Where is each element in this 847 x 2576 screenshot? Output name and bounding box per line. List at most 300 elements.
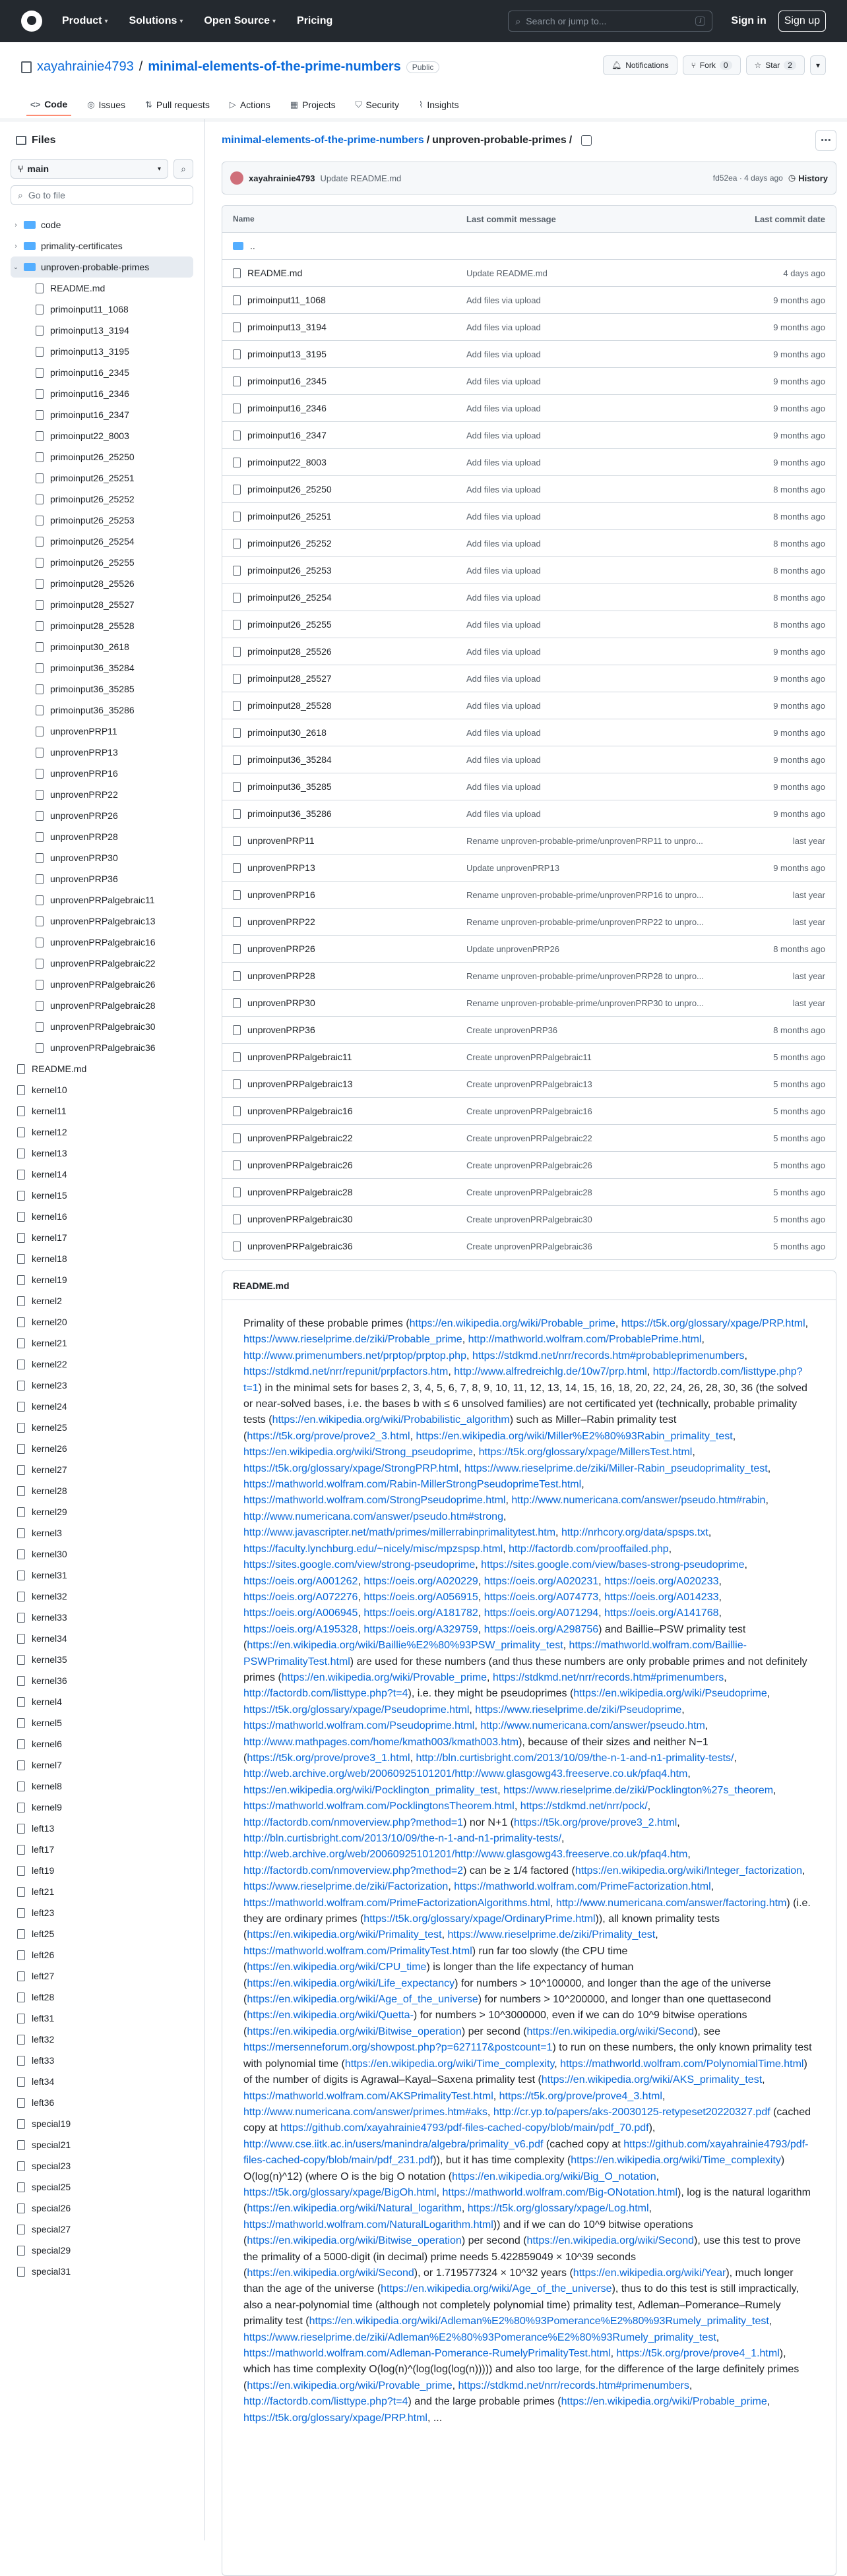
readme-link[interactable]: https://www.rieselprime.de/ziki/Primality_test [447,1929,656,1941]
repo-owner-link[interactable]: xayahrainie4793 [37,59,134,74]
readme-link[interactable]: http://www.numericana.com/answer/pseudo.htm#rabin [511,1495,766,1507]
table-row[interactable] [222,665,836,692]
readme-link[interactable]: https://oeis.org/A020233 [604,1575,719,1587]
tree-file[interactable] [11,299,193,320]
readme-link[interactable]: https://oeis.org/A195328 [243,1623,358,1635]
table-row[interactable] [222,827,836,854]
tree-file[interactable] [11,1691,193,1712]
tree-file[interactable] [11,1396,193,1417]
tree-file[interactable] [11,573,193,594]
file-name-link[interactable]: primoinput13_3194 [247,322,327,332]
table-row[interactable] [222,962,836,989]
readme-link[interactable]: http://web.archive.org/web/20060925101201/http://www.glasgowg43.freeserve.co.uk/pfaq4.htm [243,1849,688,1861]
readme-link[interactable]: http://factordb.com/nmoverview.php?method=1 [243,1816,464,1828]
table-row[interactable] [222,1178,836,1205]
readme-link[interactable]: https://oeis.org/A074773 [484,1591,599,1603]
tree-file[interactable] [11,1881,193,1902]
readme-link[interactable]: https://t5k.org/glossary/xpage/OrdinaryPrime.html [363,1913,596,1925]
readme-link[interactable]: https://en.wikipedia.org/wiki/Integer_factorization [575,1865,803,1876]
tree-file[interactable] [11,953,193,974]
search-input[interactable] [508,11,712,32]
table-row[interactable] [222,908,836,935]
tree-file[interactable] [11,1480,193,1501]
avatar[interactable] [230,171,243,185]
readme-link[interactable]: https://en.wikipedia.org/wiki/Pocklington_primality_test [243,1784,498,1796]
table-row[interactable] [222,529,836,556]
file-name-link[interactable]: unprovenPRPalgebraic28 [247,1187,353,1197]
tree-file[interactable] [11,1923,193,1944]
tree-file[interactable] [11,1987,193,2008]
readme-link[interactable]: https://t5k.org/glossary/xpage/Log.html [467,2203,649,2215]
tree-file[interactable] [11,2240,193,2261]
file-name-link[interactable]: primoinput13_3195 [247,349,327,359]
commit-message-link[interactable]: Add files via upload [466,403,541,413]
file-name-link[interactable]: primoinput36_35284 [247,754,332,765]
readme-link[interactable]: https://en.wikipedia.org/wiki/Pseudoprime [573,1688,767,1700]
file-name-link[interactable]: primoinput16_2345 [247,376,327,386]
commit-message-link[interactable]: Rename unproven-probable-prime/unprovenPRP28 to unpro... [466,971,704,981]
commit-message-link[interactable]: Add files via upload [466,700,541,711]
table-row[interactable] [222,259,836,286]
readme-link[interactable]: http://www.alfredreichlg.de/10w7/prp.html [454,1366,647,1378]
readme-link[interactable]: https://oeis.org/A298756 [484,1623,599,1635]
readme-link[interactable]: https://github.com/xayahrainie4793/pdf-files-cached-copy/blob/main/pdf_70.pdf [280,2122,649,2134]
file-name-link[interactable]: unprovenPRP13 [247,862,315,873]
tree-file[interactable] [11,2071,193,2092]
tree-folder[interactable] [11,256,193,278]
readme-link[interactable]: http://factordb.com/listtype.php?t=4 [243,1688,408,1700]
readme-link[interactable]: https://en.wikipedia.org/wiki/Bitwise_operation [247,2235,462,2247]
readme-link[interactable]: https://t5k.org/prove/prove3_2.html [514,1816,677,1828]
file-name-link[interactable]: unprovenPRPalgebraic13 [247,1079,353,1089]
table-row[interactable] [222,638,836,665]
table-row[interactable] [222,1205,836,1232]
file-name-link[interactable]: primoinput11_1068 [247,295,326,305]
tree-file[interactable] [11,2261,193,2282]
tree-file[interactable] [11,826,193,847]
chevron-right-icon[interactable]: › [15,221,17,229]
tab-actions[interactable] [226,94,274,116]
commit-message-link[interactable]: Add files via upload [466,565,541,576]
go-to-file-input[interactable]: ⌕ Go to file [11,185,193,205]
file-name-link[interactable]: unprovenPRPalgebraic16 [247,1106,353,1116]
readme-link[interactable]: https://en.wikipedia.org/wiki/Natural_logarithm [247,2203,462,2215]
tree-file[interactable] [11,974,193,995]
file-name-link[interactable]: unprovenPRPalgebraic36 [247,1241,353,1251]
tree-file[interactable] [11,1902,193,1923]
readme-link[interactable]: https://mathworld.wolfram.com/Adleman-Pomerance-RumelyPrimalityTest.html [243,2348,611,2359]
tree-file[interactable] [11,805,193,826]
tree-file[interactable] [11,362,193,383]
readme-link[interactable]: https://www.rieselprime.de/ziki/Pseudoprime [475,1704,682,1716]
readme-link[interactable]: https://en.wikipedia.org/wiki/Strong_pseudoprime [243,1447,473,1458]
readme-link[interactable]: https://t5k.org/glossary/xpage/MillersTest.html [478,1447,693,1458]
tree-file[interactable] [11,320,193,341]
commit-message-link[interactable]: Rename unproven-probable-prime/unprovenPRP11 to unpro... [466,835,703,846]
table-row[interactable] [222,313,836,340]
star-button[interactable]: ☆ Star 2 [746,55,805,75]
readme-link[interactable]: https://oeis.org/A056915 [363,1591,478,1603]
tree-file[interactable] [11,1459,193,1480]
commit-message-link[interactable]: Rename unproven-probable-prime/unprovenPRP30 to unpro... [466,998,704,1008]
search-files-button[interactable] [173,159,193,179]
table-row[interactable] [222,286,836,313]
commit-message-link[interactable]: Create unprovenPRPalgebraic36 [466,1241,592,1251]
readme-link[interactable]: https://t5k.org/prove/prove3_1.html [247,1752,410,1764]
readme-link[interactable]: https://t5k.org/glossary/xpage/StrongPRP.html [243,1462,459,1474]
file-name-link[interactable]: primoinput26_25250 [247,484,332,494]
file-name-link[interactable]: primoinput26_25255 [247,619,332,630]
tree-file[interactable] [11,1607,193,1628]
commit-message-link[interactable]: Add files via upload [466,295,541,305]
readme-link[interactable]: https://en.wikipedia.org/wiki/Miller%E2%80%93Rabin_primality_test [416,1430,733,1442]
readme-link[interactable]: https://en.wikipedia.org/wiki/Probabilistic_algorithm [272,1414,510,1426]
readme-link[interactable]: http://factordb.com/listtype.php?t=1 [243,1366,803,1394]
readme-link[interactable]: http://www.cse.iitk.ac.in/users/manindra/algebra/primality_v6.pdf [243,2138,544,2150]
file-name-link[interactable]: unprovenPRP16 [247,889,315,900]
file-name-link[interactable]: primoinput26_25253 [247,565,332,576]
tree-file[interactable] [11,2008,193,2029]
tree-file[interactable] [11,932,193,953]
readme-link[interactable]: https://mathworld.wolfram.com/PocklingtonsTheorem.html [243,1801,515,1812]
notifications-button[interactable]: 🔔︎ Notifications [603,55,677,75]
readme-link[interactable]: https://t5k.org/glossary/xpage/PRP.html [243,2412,427,2424]
file-name-link[interactable]: primoinput16_2346 [247,403,327,413]
sidebar-collapse-icon[interactable] [16,136,26,145]
tree-file[interactable] [11,1227,193,1248]
readme-link[interactable]: https://mathworld.wolfram.com/Big-ONotation.html [442,2186,678,2198]
tree-file[interactable] [11,531,193,552]
tree-folder[interactable] [11,214,193,235]
table-row[interactable] [222,584,836,611]
copy-path-icon[interactable] [581,135,592,146]
file-name-link[interactable]: primoinput26_25252 [247,538,332,549]
tree-file[interactable] [11,1501,193,1522]
file-name-link[interactable]: unprovenPRP28 [247,971,315,981]
tree-file[interactable] [11,1438,193,1459]
readme-link[interactable]: https://oeis.org/A141768 [604,1607,719,1619]
readme-link[interactable]: https://mathworld.wolfram.com/NaturalLogarithm.html [243,2219,493,2231]
readme-link[interactable]: https://en.wikipedia.org/wiki/Second [247,2267,414,2279]
tree-file[interactable] [11,889,193,911]
tree-file[interactable] [11,2092,193,2113]
commit-message-link[interactable]: Create unprovenPRPalgebraic30 [466,1214,592,1224]
commit-message-link[interactable]: Add files via upload [466,592,541,603]
tree-file[interactable] [11,1311,193,1333]
commit-message-link[interactable]: Create unprovenPRPalgebraic11 [466,1052,592,1062]
tree-file[interactable] [11,1354,193,1375]
readme-link[interactable]: http://web.archive.org/web/20060925101201/http://www.glasgowg43.freeserve.co.uk/pfaq4.htm [243,1768,688,1780]
commit-message-link[interactable]: Add files via upload [466,673,541,684]
nav-product[interactable]: Product ▾ [62,15,108,26]
commit-message-link[interactable]: Update unprovenPRP26 [466,944,559,954]
tree-file[interactable] [11,446,193,467]
tree-file[interactable] [11,552,193,573]
commit-message-link[interactable]: Create unprovenPRPalgebraic28 [466,1187,592,1197]
file-name-link[interactable]: primoinput26_25251 [247,511,332,522]
commit-message-link[interactable]: Add files via upload [466,808,541,819]
readme-link[interactable]: https://mathworld.wolfram.com/PrimeFactorization.html [454,1881,711,1893]
file-name-link[interactable]: primoinput26_25254 [247,592,332,603]
table-row[interactable] [222,989,836,1016]
readme-link[interactable]: https://sites.google.com/view/bases-strong-pseudoprime [481,1559,745,1571]
readme-link[interactable]: https://oeis.org/A020231 [484,1575,599,1587]
table-row[interactable] [222,1232,836,1259]
file-name-link[interactable]: primoinput28_25527 [247,673,332,684]
commit-message-link[interactable]: Add files via upload [466,511,541,522]
readme-link[interactable]: http://cr.yp.to/papers/aks-20030125-retypeset20220327.pdf [493,2106,770,2118]
table-row[interactable] [222,1151,836,1178]
readme-link[interactable]: https://faculty.lynchburg.edu/~nicely/misc/mpzspsp.html [243,1543,503,1555]
tree-file[interactable] [11,1586,193,1607]
nav-solutions[interactable]: Solutions ▾ [129,15,183,26]
tree-file[interactable] [11,1333,193,1354]
readme-link[interactable]: https://en.wikipedia.org/wiki/Baillie%E2%80%93PSW_primality_test [247,1640,563,1652]
readme-link[interactable]: https://en.wikipedia.org/wiki/Second [526,2235,695,2247]
tab-security[interactable] [352,94,403,116]
readme-link[interactable]: http://www.numericana.com/answer/primes.htm#aks [243,2106,487,2118]
readme-link[interactable]: https://t5k.org/prove/prove2_3.html [247,1430,410,1442]
readme-link[interactable]: https://en.wikipedia.org/wiki/Bitwise_operation [247,2025,462,2037]
readme-link[interactable]: https://t5k.org/glossary/xpage/PRP.html [621,1318,805,1329]
commit-message-link[interactable]: Create unprovenPRPalgebraic22 [466,1133,592,1143]
nav-open-source[interactable]: Open Source ▾ [204,15,276,26]
tree-file[interactable] [11,1185,193,1206]
readme-link[interactable]: https://www.rieselprime.de/ziki/Probable_prime [243,1334,462,1346]
readme-link[interactable]: https://www.rieselprime.de/ziki/Factorization [243,1881,449,1893]
more-options-icon[interactable]: ⋯ [815,130,836,151]
readme-link[interactable]: https://t5k.org/glossary/xpage/BigOh.html [243,2186,437,2198]
readme-link[interactable]: https://mathworld.wolfram.com/Baillie-PSWPrimalityTest.html [243,1640,747,1667]
readme-link[interactable]: http://bln.curtisbright.com/2013/10/09/the-n-1-and-n1-primality-tests/ [416,1752,734,1764]
tree-file[interactable] [11,594,193,615]
commit-message-link[interactable]: Update unprovenPRP13 [466,862,559,873]
tab-projects[interactable] [286,94,340,116]
tree-file[interactable] [11,467,193,489]
tree-file[interactable] [11,2176,193,2198]
tree-file[interactable] [11,2113,193,2134]
commit-message-link[interactable]: Add files via upload [466,349,541,359]
readme-link[interactable]: https://en.wikipedia.org/wiki/AKS_primality_test [541,2074,763,2086]
readme-link[interactable]: http://www.mathpages.com/home/kmath003/kmath003.htm [243,1736,519,1748]
commit-sha[interactable]: fd52ea · 4 days ago [712,173,783,183]
tree-file[interactable] [11,1143,193,1164]
table-row[interactable] [222,421,836,448]
table-row[interactable] [222,367,836,394]
repo-name-link[interactable]: minimal-elements-of-the-prime-numbers [148,59,401,74]
chevron-right-icon[interactable]: › [15,242,17,250]
file-name-link[interactable]: primoinput36_35286 [247,808,332,819]
tree-file[interactable] [11,1965,193,1987]
file-name-link[interactable]: unprovenPRPalgebraic26 [247,1160,353,1170]
readme-link[interactable]: https://en.wikipedia.org/wiki/Probable_prime [561,2396,767,2408]
readme-link[interactable]: http://factordb.com/nmoverview.php?method=2 [243,1865,464,1876]
commit-message[interactable]: Update README.md [320,173,402,183]
file-name-link[interactable]: unprovenPRP26 [247,944,315,954]
readme-link[interactable]: https://oeis.org/A071294 [484,1607,599,1619]
commit-message-link[interactable]: Add files via upload [466,430,541,440]
tree-file[interactable] [11,383,193,404]
readme-link[interactable]: https://t5k.org/prove/prove4_3.html [499,2090,662,2102]
file-name-link[interactable]: primoinput36_35285 [247,781,332,792]
tree-file[interactable] [11,2198,193,2219]
readme-link[interactable]: https://en.wikipedia.org/wiki/Quetta- [247,2010,414,2022]
file-name-link[interactable]: unprovenPRPalgebraic30 [247,1214,353,1224]
file-name-link[interactable]: unprovenPRP22 [247,916,315,927]
file-name-link[interactable]: unprovenPRPalgebraic22 [247,1133,353,1143]
readme-link[interactable]: https://github.com/xayahrainie4793/pdf-files-cached-copy/blob/main/pdf_231.pdf [243,2138,809,2167]
tree-file[interactable] [11,784,193,805]
readme-link[interactable]: https://en.wikipedia.org/wiki/Provable_prime [247,2380,453,2391]
file-name-link[interactable]: README.md [247,268,303,278]
readme-link[interactable]: https://oeis.org/A001262 [243,1575,358,1587]
commit-message-link[interactable]: Add files via upload [466,781,541,792]
sign-in-link[interactable]: Sign in [731,15,767,26]
tree-file[interactable] [11,1628,193,1649]
readme-link[interactable]: https://mathworld.wolfram.com/AKSPrimalityTest.html [243,2090,493,2102]
readme-link[interactable]: http://www.primenumbers.net/prptop/prptop.php [243,1350,466,1362]
tree-file[interactable] [11,2219,193,2240]
readme-link[interactable]: https://oeis.org/A020229 [363,1575,478,1587]
table-row[interactable] [222,1016,836,1043]
commit-message-link[interactable]: Add files via upload [466,457,541,467]
readme-link[interactable]: https://en.wikipedia.org/wiki/Age_of_the_universe [247,1994,478,2006]
readme-link[interactable]: https://en.wikipedia.org/wiki/Second [526,2025,695,2037]
table-row[interactable] [222,475,836,502]
tree-file[interactable] [11,278,193,299]
file-name-link[interactable]: unprovenPRPalgebraic11 [247,1052,352,1062]
readme-link[interactable]: https://stdkmd.net/nrr/repunit/prpfactors.htm [243,1366,449,1378]
tree-file[interactable] [11,2134,193,2155]
readme-link[interactable]: https://stdkmd.net/nrr/records.htm#primenumbers [458,2380,689,2391]
tree-file[interactable] [11,2029,193,2050]
tree-file[interactable] [11,341,193,362]
tree-file[interactable] [11,763,193,784]
table-row[interactable] [222,611,836,638]
readme-link[interactable]: https://en.wikipedia.org/wiki/Primality_test [247,1929,442,1941]
readme-link[interactable]: https://en.wikipedia.org/wiki/Adleman%E2%80%93Pomerance%E2%80%93Rumely_primality_test [309,2316,769,2327]
table-row[interactable] [222,232,836,259]
readme-link[interactable]: https://t5k.org/prove/prove4_1.html [616,2348,780,2359]
tree-file[interactable] [11,489,193,510]
star-dropdown-button[interactable] [810,55,826,75]
tree-file[interactable] [11,1776,193,1797]
tree-file[interactable] [11,510,193,531]
readme-link[interactable]: http://mathworld.wolfram.com/ProbablePrime.html [468,1334,702,1346]
tree-file[interactable] [11,1016,193,1037]
readme-link[interactable]: https://sites.google.com/view/strong-pseudoprime [243,1559,476,1571]
table-row[interactable] [222,800,836,827]
readme-link[interactable]: https://oeis.org/A006945 [243,1607,358,1619]
tree-file[interactable] [11,1058,193,1079]
history-link[interactable]: ◷ History [788,173,828,183]
readme-link[interactable]: https://www.rieselprime.de/ziki/Pocklington%27s_theorem [503,1784,774,1796]
file-name-link[interactable]: primoinput28_25528 [247,700,332,711]
readme-link[interactable]: http://factordb.com/listtype.php?t=4 [243,2396,408,2408]
table-row[interactable] [222,1097,836,1124]
readme-link[interactable]: http://www.numericana.com/answer/factoring.htm [555,1897,787,1909]
tab-code[interactable] [26,94,71,116]
tree-file[interactable] [11,1649,193,1670]
tree-file[interactable] [11,1248,193,1269]
tree-file[interactable] [11,1037,193,1058]
table-row[interactable] [222,854,836,881]
branch-selector[interactable]: ⑂ main ▾ [11,159,168,179]
tab-issues[interactable] [83,94,129,116]
readme-link[interactable]: https://mersenneforum.org/showpost.php?p=627117&postcount=1 [243,2042,553,2054]
tree-file[interactable] [11,404,193,425]
table-row[interactable] [222,1124,836,1151]
commit-message-link[interactable]: Rename unproven-probable-prime/unprovenPRP16 to unpro... [466,889,704,900]
tree-file[interactable] [11,1522,193,1543]
tree-file[interactable] [11,1122,193,1143]
tree-file[interactable] [11,678,193,700]
commit-message-link[interactable]: Create unprovenPRP36 [466,1025,558,1035]
chevron-down-icon[interactable]: ⌄ [13,263,19,271]
readme-link[interactable]: https://en.wikipedia.org/wiki/CPU_time [247,1962,427,1973]
readme-link[interactable]: https://mathworld.wolfram.com/PrimalityTest.html [243,1945,472,1957]
readme-link[interactable]: https://mathworld.wolfram.com/StrongPseudoprime.html [243,1495,506,1507]
readme-link[interactable]: https://stdkmd.net/nrr/records.htm#primenumbers [492,1671,724,1683]
tree-file[interactable] [11,615,193,636]
readme-link[interactable]: https://en.wikipedia.org/wiki/Time_complexity [344,2058,555,2070]
tree-file[interactable] [11,1417,193,1438]
readme-link[interactable]: http://www.numericana.com/answer/pseudo.htm#strong [243,1511,503,1522]
table-row[interactable] [222,935,836,962]
table-row[interactable] [222,340,836,367]
table-row[interactable] [222,556,836,584]
tree-file[interactable] [11,1206,193,1227]
commit-message-link[interactable]: Add files via upload [466,322,541,332]
tree-file[interactable] [11,1797,193,1818]
commit-message-link[interactable]: Add files via upload [466,538,541,549]
readme-link[interactable]: https://oeis.org/A072276 [243,1591,358,1603]
readme-link[interactable]: https://en.wikipedia.org/wiki/Life_expectancy [247,1977,455,1989]
tree-file[interactable] [11,911,193,932]
tree-file[interactable] [11,868,193,889]
readme-link[interactable]: http://nrhcory.org/data/spsps.txt [561,1527,708,1539]
file-name-link[interactable]: primoinput16_2347 [247,430,327,440]
tree-file[interactable] [11,425,193,446]
readme-link[interactable]: https://t5k.org/glossary/xpage/Pseudoprime.html [243,1704,470,1716]
breadcrumb-repo-link[interactable]: minimal-elements-of-the-prime-numbers [222,135,424,146]
readme-link[interactable]: https://en.wikipedia.org/wiki/Age_of_the_universe [381,2283,612,2295]
readme-link[interactable]: https://en.wikipedia.org/wiki/Provable_prime [281,1671,487,1683]
tree-file[interactable] [11,1375,193,1396]
tree-file[interactable] [11,1269,193,1290]
tree-file[interactable] [11,847,193,868]
file-name-link[interactable]: .. [250,241,255,251]
table-row[interactable] [222,719,836,746]
readme-link[interactable]: http://factordb.com/prooffailed.php [509,1543,669,1555]
table-row[interactable] [222,502,836,529]
commit-author[interactable]: xayahrainie4793 [249,173,315,183]
tree-file[interactable] [11,1100,193,1122]
tree-file[interactable] [11,1839,193,1860]
readme-link[interactable]: https://mathworld.wolfram.com/PrimeFactorizationAlgorithms.html [243,1897,551,1909]
file-name-link[interactable]: primoinput28_25526 [247,646,332,657]
tree-file[interactable] [11,1733,193,1754]
commit-message-link[interactable]: Add files via upload [466,754,541,765]
readme-link[interactable]: https://mathworld.wolfram.com/Pseudoprime.html [243,1720,475,1732]
commit-message-link[interactable]: Add files via upload [466,727,541,738]
tree-file[interactable] [11,1754,193,1776]
tree-file[interactable] [11,721,193,742]
readme-link[interactable]: http://www.javascripter.net/math/primes/millerrabinprimalitytest.htm [243,1527,556,1539]
tree-file[interactable] [11,995,193,1016]
tree-file[interactable] [11,1712,193,1733]
readme-link[interactable]: https://stdkmd.net/nrr/records.htm#probableprimenumbers [472,1350,745,1362]
